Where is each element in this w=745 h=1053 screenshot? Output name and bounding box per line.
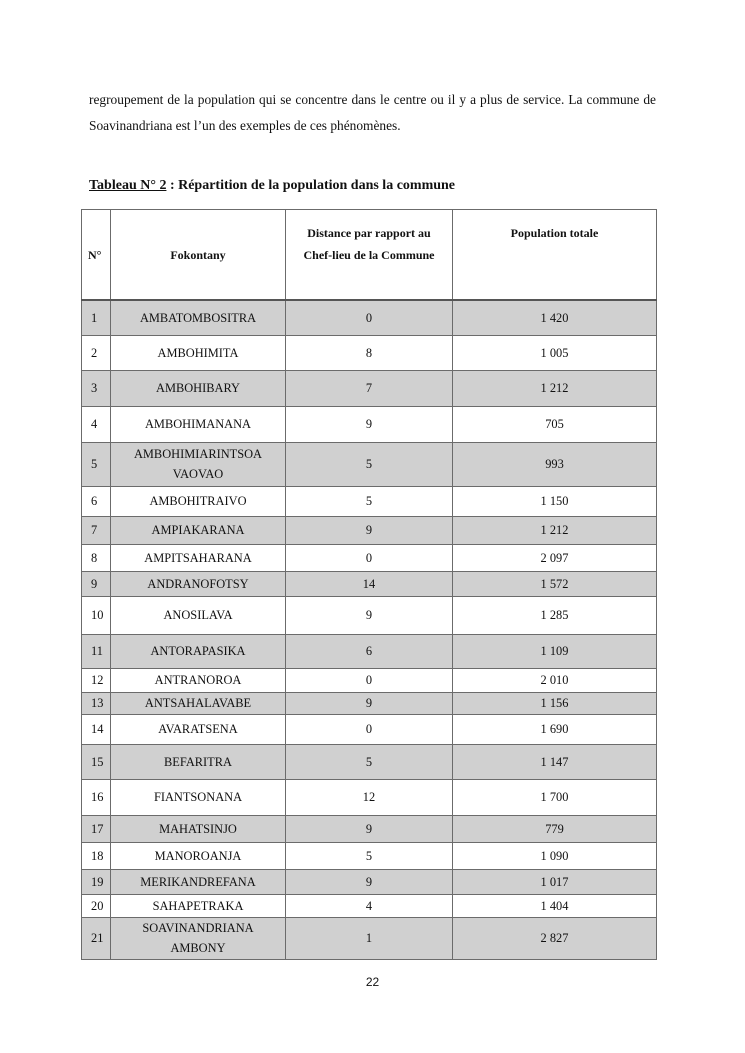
row-num: 6 <box>82 486 111 516</box>
row-fokontany: BEFARITRA <box>111 744 286 779</box>
row-population: 1 420 <box>453 300 657 335</box>
table-row <box>82 779 657 815</box>
row-population: 1 005 <box>453 335 657 370</box>
row-fokontany: AMBOHIMANANA <box>111 406 286 442</box>
row-population: 1 017 <box>453 869 657 894</box>
row-population: 2 097 <box>453 544 657 571</box>
row-fokontany: ANTSAHALAVABE <box>111 692 286 714</box>
row-fokontany: AMBOHITRAIVO <box>111 486 286 516</box>
row-distance: 1 <box>286 917 453 959</box>
row-distance: 9 <box>286 516 453 544</box>
header-population: Population totale <box>453 210 657 301</box>
row-distance: 9 <box>286 869 453 894</box>
row-fokontany: AMBATOMBOSITRA <box>111 300 286 335</box>
row-distance: 0 <box>286 300 453 335</box>
row-fokontany: AMBOHIMIARINTSOA VAOVAO <box>111 442 286 486</box>
row-num: 14 <box>82 714 111 744</box>
row-population: 1 212 <box>453 370 657 406</box>
row-num: 16 <box>82 779 111 815</box>
table-caption <box>89 178 455 194</box>
table-row <box>82 406 657 442</box>
row-population: 993 <box>453 442 657 486</box>
table-header-row <box>82 210 657 301</box>
row-population: 779 <box>453 815 657 842</box>
body-paragraph: regroupement de la population qui se concentre dans le centre ou il y a plus de service. La commune de Soavinandriana est l’un des exemples de ces phénomènes. <box>89 92 656 133</box>
table-row <box>82 370 657 406</box>
row-distance: 0 <box>286 668 453 692</box>
table-row <box>82 596 657 634</box>
row-population: 1 690 <box>453 714 657 744</box>
row-num: 19 <box>82 869 111 894</box>
row-fokontany: ANTORAPASIKA <box>111 634 286 668</box>
table-row <box>82 842 657 869</box>
row-population: 705 <box>453 406 657 442</box>
row-fokontany: MERIKANDREFANA <box>111 869 286 894</box>
table-row <box>82 917 657 959</box>
row-distance: 0 <box>286 714 453 744</box>
row-population: 1 285 <box>453 596 657 634</box>
header-distance: Distance par rapport au Chef-lieu de la Commune <box>286 210 453 301</box>
row-distance: 12 <box>286 779 453 815</box>
row-fokontany: FIANTSONANA <box>111 779 286 815</box>
row-fokontany: AMBOHIMITA <box>111 335 286 370</box>
table-caption-label: Tableau N° 2 <box>89 178 167 193</box>
row-num: 15 <box>82 744 111 779</box>
row-fokontany: SAHAPETRAKA <box>111 894 286 917</box>
row-distance: 14 <box>286 571 453 596</box>
table-row <box>82 516 657 544</box>
row-num: 1 <box>82 300 111 335</box>
row-population: 1 212 <box>453 516 657 544</box>
table-row <box>82 634 657 668</box>
row-num: 12 <box>82 668 111 692</box>
table-row <box>82 692 657 714</box>
table-row <box>82 442 657 486</box>
table-row <box>82 335 657 370</box>
row-fokontany: AMBOHIBARY <box>111 370 286 406</box>
row-num: 11 <box>82 634 111 668</box>
table-caption-text: : Répartition de la population dans la commune <box>166 178 456 193</box>
row-population: 1 156 <box>453 692 657 714</box>
row-fokontany: SOAVINANDRIANA AMBONY <box>111 917 286 959</box>
row-num: 7 <box>82 516 111 544</box>
row-fokontany: ANTRANOROA <box>111 668 286 692</box>
table-row <box>82 668 657 692</box>
row-population: 2 010 <box>453 668 657 692</box>
row-fokontany: MANOROANJA <box>111 842 286 869</box>
table-row <box>82 544 657 571</box>
row-distance: 0 <box>286 544 453 571</box>
row-fokontany: MAHATSINJO <box>111 815 286 842</box>
row-distance: 8 <box>286 335 453 370</box>
row-num: 10 <box>82 596 111 634</box>
table-row <box>82 894 657 917</box>
row-distance: 9 <box>286 406 453 442</box>
row-distance: 5 <box>286 842 453 869</box>
row-population: 1 404 <box>453 894 657 917</box>
row-fokontany: AVARATSENA <box>111 714 286 744</box>
row-distance: 9 <box>286 815 453 842</box>
row-distance: 9 <box>286 596 453 634</box>
row-distance: 5 <box>286 744 453 779</box>
header-fokontany: Fokontany <box>111 210 286 301</box>
header-num: N° <box>82 210 111 301</box>
row-num: 13 <box>82 692 111 714</box>
row-distance: 7 <box>286 370 453 406</box>
row-distance: 4 <box>286 894 453 917</box>
row-num: 20 <box>82 894 111 917</box>
row-num: 17 <box>82 815 111 842</box>
row-distance: 6 <box>286 634 453 668</box>
row-fokontany: AMPITSAHARANA <box>111 544 286 571</box>
table-row <box>82 869 657 894</box>
row-population: 1 700 <box>453 779 657 815</box>
table-row <box>82 300 657 335</box>
row-distance: 5 <box>286 442 453 486</box>
row-num: 8 <box>82 544 111 571</box>
row-num: 18 <box>82 842 111 869</box>
table-row <box>82 571 657 596</box>
table-row <box>82 714 657 744</box>
table-row <box>82 744 657 779</box>
row-num: 5 <box>82 442 111 486</box>
row-fokontany: AMPIAKARANA <box>111 516 286 544</box>
row-population: 1 147 <box>453 744 657 779</box>
row-num: 21 <box>82 917 111 959</box>
row-population: 2 827 <box>453 917 657 959</box>
row-population: 1 109 <box>453 634 657 668</box>
row-num: 4 <box>82 406 111 442</box>
population-table <box>81 209 657 960</box>
row-num: 2 <box>82 335 111 370</box>
row-distance: 5 <box>286 486 453 516</box>
row-fokontany: ANOSILAVA <box>111 596 286 634</box>
page-number: 22 <box>365 975 380 989</box>
row-distance: 9 <box>286 692 453 714</box>
table-row <box>82 486 657 516</box>
row-fokontany: ANDRANOFOTSY <box>111 571 286 596</box>
row-num: 9 <box>82 571 111 596</box>
table-row <box>82 815 657 842</box>
row-num: 3 <box>82 370 111 406</box>
row-population: 1 572 <box>453 571 657 596</box>
row-population: 1 090 <box>453 842 657 869</box>
row-population: 1 150 <box>453 486 657 516</box>
